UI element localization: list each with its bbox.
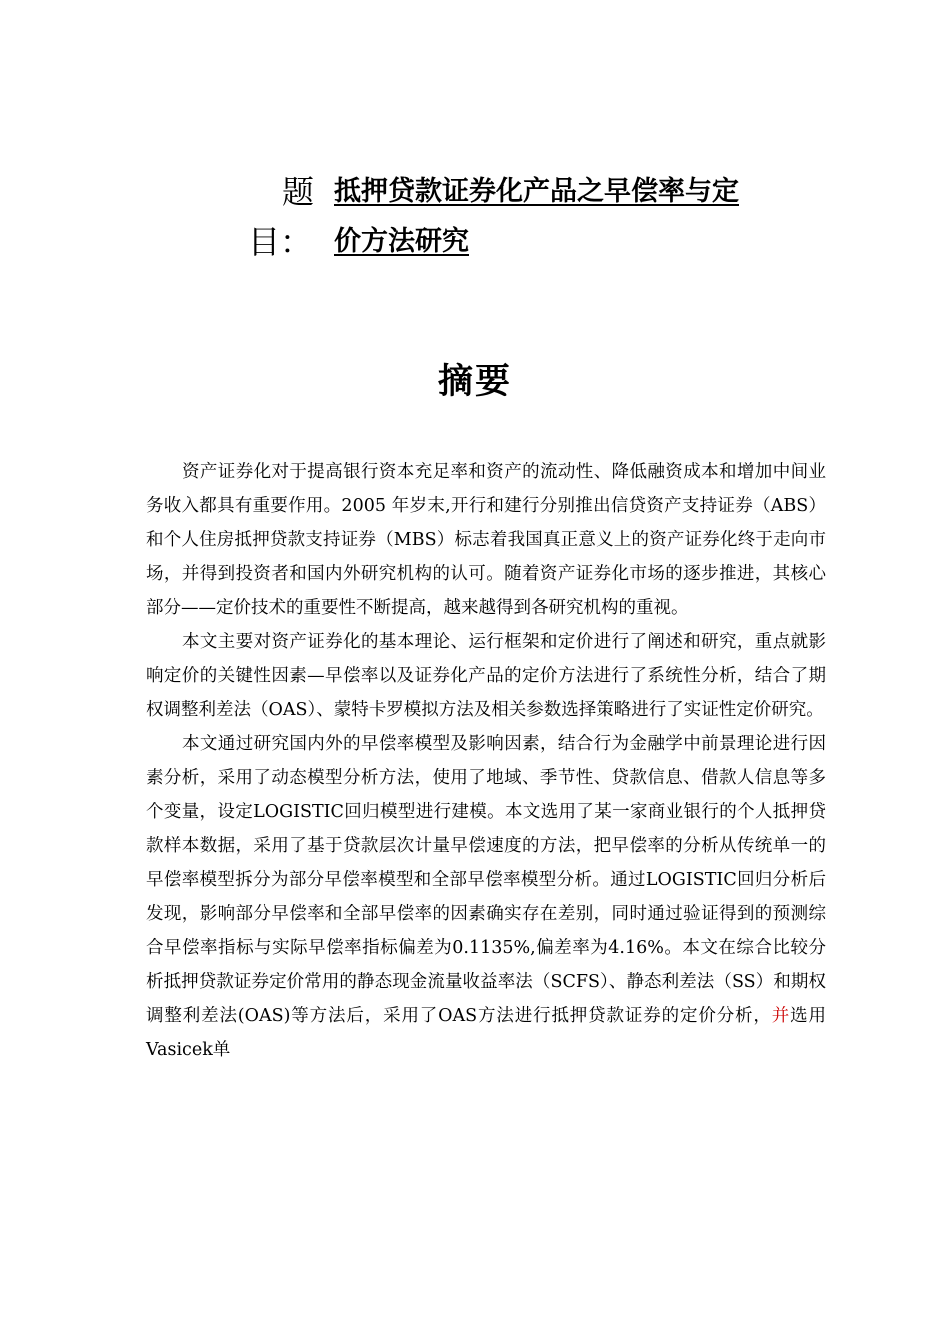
abstract-paragraph-1: 资产证券化对于提高银行资本充足率和资产的流动性、降低融资成本和增加中间业务收入都具有重要作用。2005 年岁末,开行和建行分别推出信贷资产支持证券（ABS）和个人住房抵押贷款支持证券（MBS）标志着我国真正意义上的资产证券化终于走向市场，并得到投资者和国内外研究机构的认可。随着资产证券化市场的逐步推进，其核心部分——定价技术的重要性不断提高，越来越得到各研究机构的重视。 xyxy=(146,462,826,618)
thesis-title-line-1: 抵押贷款证券化产品之早偿率与定 xyxy=(334,176,739,207)
title-label-ti: 题 xyxy=(282,173,315,211)
thesis-title-line-2: 价方法研究 xyxy=(334,226,469,257)
paragraph-3-tail: 选用Vasicek单 xyxy=(146,1006,827,1060)
abstract-paragraph-3 xyxy=(146,727,826,1067)
paragraph-3-text: 本文通过研究国内外的早偿率模型及影响因素，结合行为金融学中前景理论进行因素分析，采用了动态模型分析方法，使用了地域、季节性、贷款信息、借款人信息等多个变量，设定LOGISTIC回归模型进行建模。本文选用了某一家商业银行的个人抵押贷款样本数据，采用了基于贷款层次计量早偿速度的方法，把早偿率的分析从传统单一的早偿率模型拆分为部分早偿率模型和全部早偿率模型分析。通过LOGISTIC回归分析后发现，影响部分早偿率和全部早偿率的因素确实存在差别，同时通过验证得到的预测综合早偿率指标与实际早偿率指标偏差为0.1135%,偏差率为4.16%。本文在综合比较分析抵押贷款证券定价常用的静态现金流量收益率法（SCFS）、静态利差法（SS）和期权调整利差法(OAS)等方法后，采用了OAS方法进行抵押贷款证券的定价分析， xyxy=(146,734,826,1026)
abstract-body xyxy=(146,455,826,1067)
abstract-heading: 摘要 xyxy=(437,361,512,402)
title-label-mu: 目： xyxy=(248,223,313,261)
highlighted-character: 并 xyxy=(771,1006,791,1026)
abstract-paragraph-2: 本文主要对资产证券化的基本理论、运行框架和定价进行了阐述和研究，重点就影响定价的关键性因素—早偿率以及证券化产品的定价方法进行了系统性分析，结合了期权调整利差法（OAS）、蒙特卡罗模拟方法及相关参数选择策略进行了实证性定价研究。 xyxy=(146,632,826,720)
